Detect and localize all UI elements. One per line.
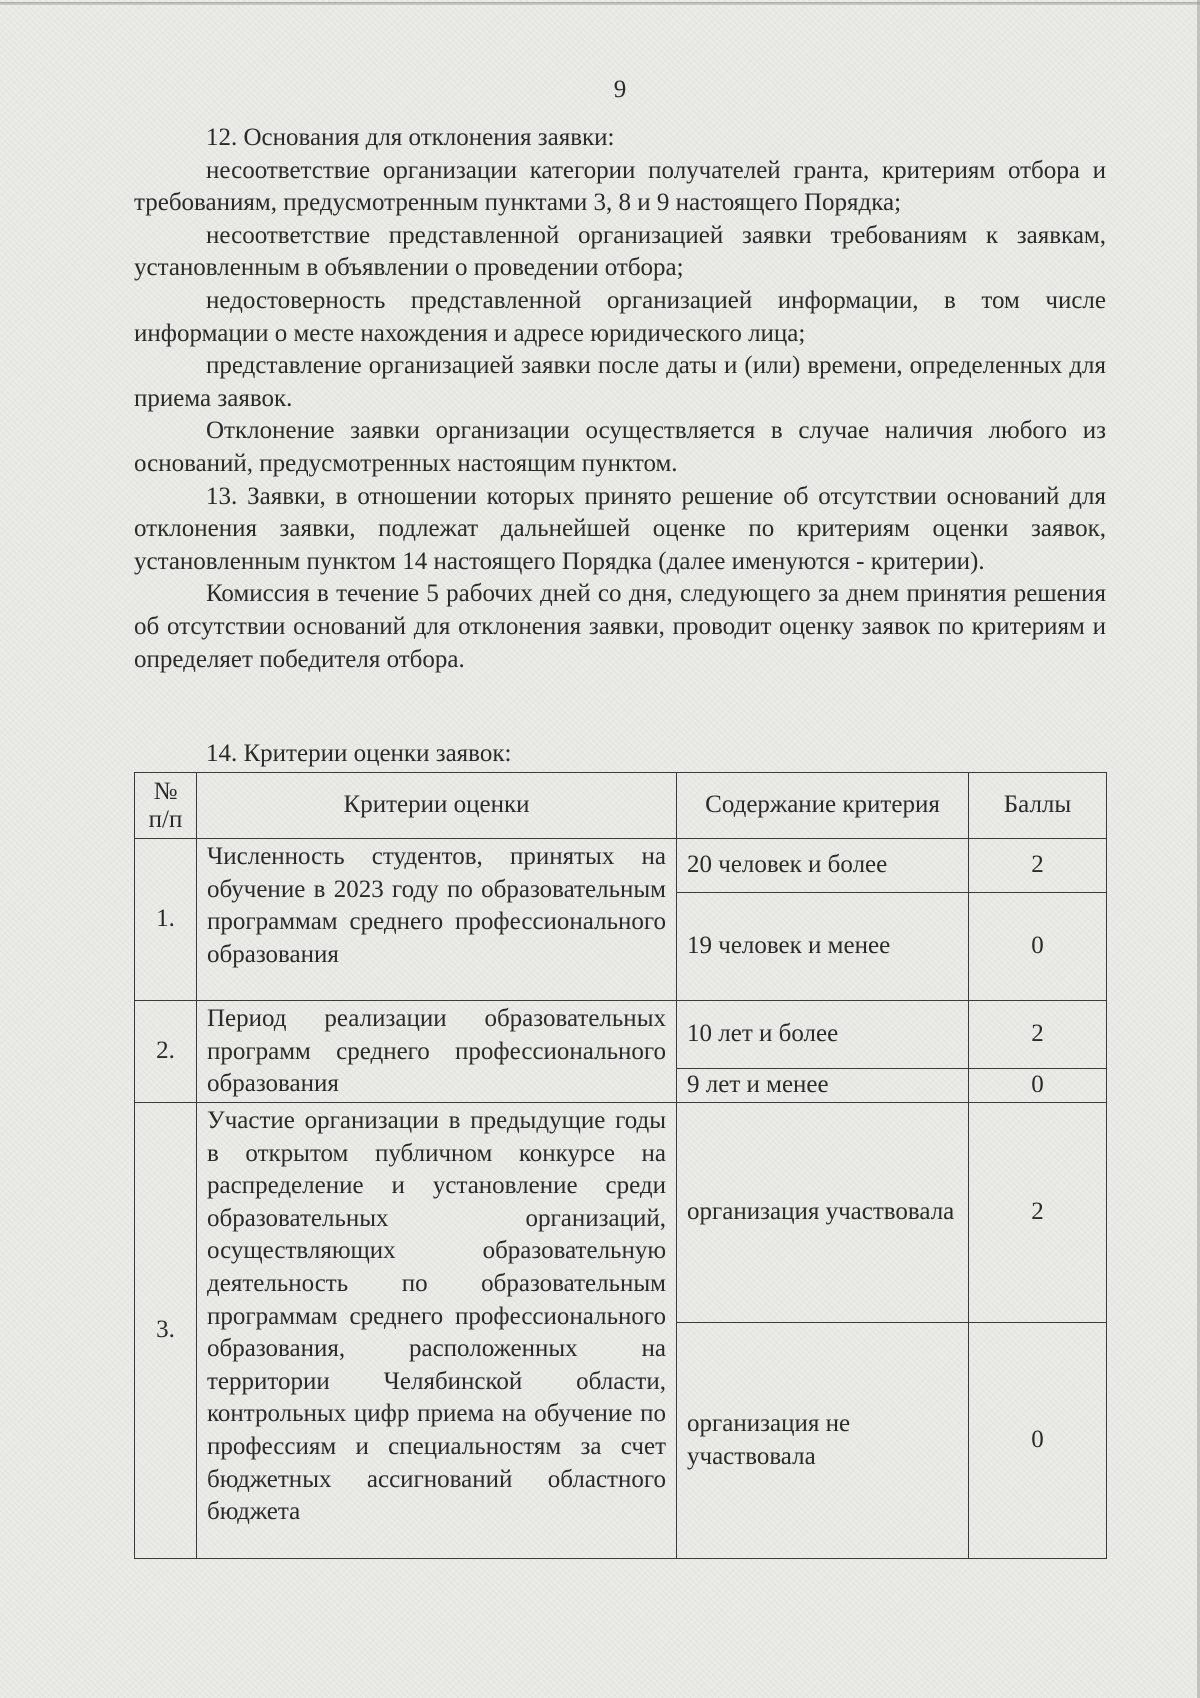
criterion-points: 0 [969, 1323, 1107, 1559]
header-criterion: Критерии оценки [197, 773, 677, 839]
header-num: № п/п [135, 773, 197, 839]
criterion-points: 2 [969, 1103, 1107, 1323]
paragraph-ground-2: несоответствие представленной организацией заявки требованиям к заявкам, установленным в объявлении о проведении отбора; [134, 221, 1106, 282]
criterion-content: организация участвовала [677, 1103, 969, 1323]
paragraph-ground-1: несоответствие организации категории получателей гранта, критериям отбора и требованиям, предусмотренным пунктами 3, 8 и 9 настоящего Порядка; [134, 156, 1106, 217]
header-points: Баллы [969, 773, 1107, 839]
paragraph-12-heading: 12. Основания для отклонения заявки: [206, 124, 615, 151]
paragraph-ground-3: недостоверность представленной организацией информации, в том числе информации о месте нахождения и адресе юридического лица; [134, 286, 1106, 347]
criterion-points: 0 [969, 1069, 1107, 1103]
row-number: 1. [135, 839, 197, 1001]
criterion-content: 9 лет и менее [677, 1069, 969, 1103]
paragraph-commission: Комиссия в течение 5 рабочих дней со дня, следующего за днем принятия решения об отсутствии оснований для отклонения заявки, проводит оценку заявок по критериям и определяет победителя отбора. [134, 580, 1106, 673]
criterion-content: 19 человек и менее [677, 893, 969, 1001]
table-row [135, 1001, 1107, 1069]
criterion-content: 20 человек и более [677, 839, 969, 893]
table-row [135, 1103, 1107, 1323]
header-content: Содержание критерия [677, 773, 969, 839]
paragraph-rejection-note: Отклонение заявки организации осуществляется в случае наличия любого из оснований, предусмотренных настоящим пунктом. [134, 417, 1106, 477]
criterion-content: организация не участвовала [677, 1323, 969, 1559]
criterion-name: Участие организации в предыдущие годы в открытом публичном конкурсе на распределение и установление среди образовательных организаций, осуществляющих образовательную деятельность по образовательным программам среднего профессионального образования, расположенных на территории Челябинской области, контрольных цифр приема на обучение по профессиям и специальностям за счет бюджетных ассигнований областного бюджета [197, 1103, 677, 1559]
paragraph-ground-4: представление организацией заявки после даты и (или) времени, определенных для приема заявок. [134, 352, 1106, 412]
paragraph-13: 13. Заявки, в отношении которых принято решение об отсутствии оснований для отклонения заявки, подлежат дальнейшей оценке по критериям оценки заявок, установленным пунктом 14 настоящего Порядка (далее именуются - критерии). [134, 482, 1106, 575]
body-text [134, 122, 1106, 676]
criteria-table [134, 772, 1107, 1559]
row-number: 2. [135, 1001, 197, 1103]
criterion-content: 10 лет и более [677, 1001, 969, 1069]
table-header-row [135, 773, 1107, 839]
criterion-points: 2 [969, 839, 1107, 893]
criterion-points: 0 [969, 893, 1107, 1001]
table-caption: 14. Критерии оценки заявок: [206, 740, 512, 767]
criterion-name: Численность студентов, принятых на обучение в 2023 году по образовательным программам среднего профессионального образования [197, 839, 677, 1001]
scan-edge-top [0, 2, 1200, 5]
page-number: 9 [613, 76, 627, 103]
table-row [135, 839, 1107, 893]
criterion-name: Период реализации образовательных программ среднего профессионального образования [197, 1001, 677, 1103]
row-number: 3. [135, 1103, 197, 1559]
criterion-points: 2 [969, 1001, 1107, 1069]
